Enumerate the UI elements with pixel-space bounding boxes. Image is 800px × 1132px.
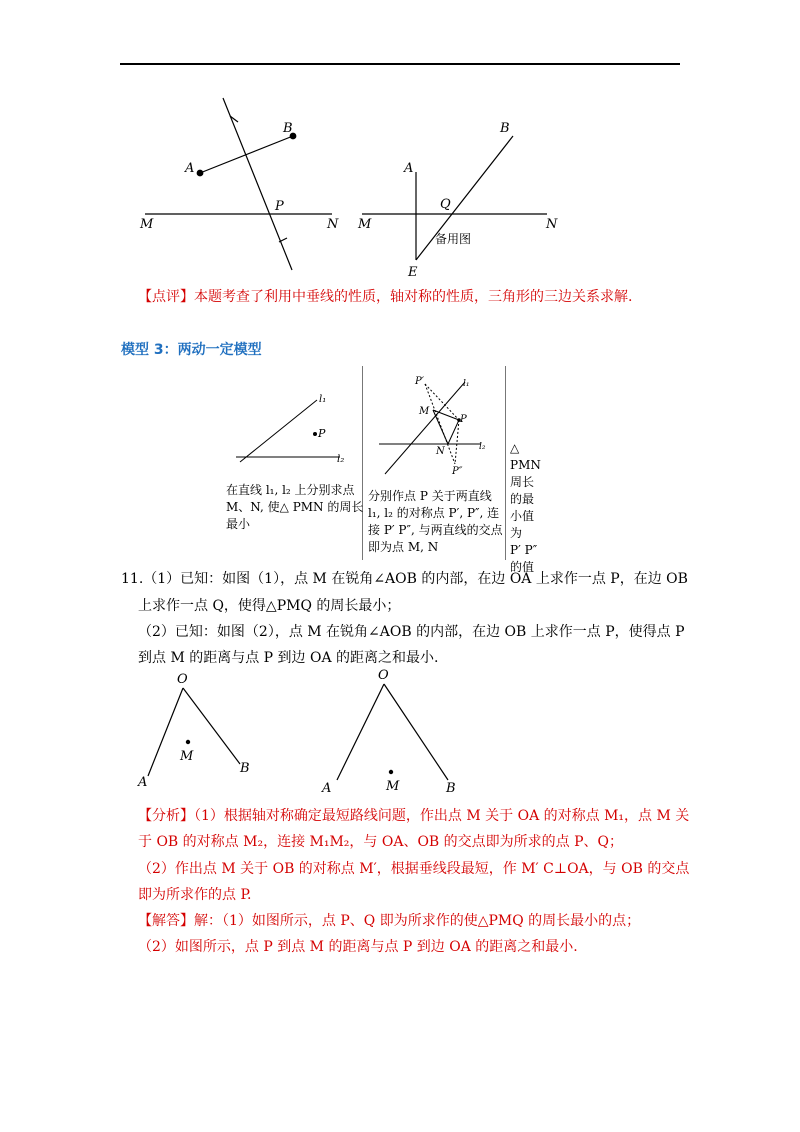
fig1-label-M: M — [140, 217, 154, 232]
answer-tag: 【解答】 — [138, 913, 194, 929]
model-figure-2 — [363, 374, 505, 484]
problem-part2-line2: 到点 M 的距离与点 P 到边 OA 的距离之和最小. — [138, 650, 439, 666]
fig2-label-A: A — [404, 161, 414, 176]
model-fig1-label-l1: l₁ — [319, 394, 327, 405]
analysis-line-4: 即为所求作的点 P. — [138, 887, 252, 903]
model-cell-3-text: △ PMN 周长 的最小值为 P′ P″的值 — [510, 441, 541, 574]
model-fig2-label-P: P — [460, 414, 467, 425]
model-fig2-label-l2: l₂ — [479, 442, 486, 452]
analysis-tag: 【分析】 — [138, 808, 194, 824]
model-fig2-label-M: M — [419, 406, 430, 417]
fig2-label-M: M — [358, 217, 372, 232]
fig1-label-M: M — [180, 749, 194, 764]
problem-part2-line1: （2）已知：如图（2），点 M 在锐角∠AOB 的内部，在边 OB 上求作一点 P，使得点 P — [138, 624, 685, 640]
header-rule — [120, 63, 680, 65]
fig1-label-O: O — [177, 672, 188, 687]
model-fig2-label-P1: P′ — [415, 376, 424, 387]
model-fig2-label-P2: P″ — [452, 466, 463, 477]
model-cell-2-text: 分别作点 P 关于两直线 l₁, l₂ 的对称点 P′, P″, 连 接 P′ P″, 与两直线的交点 即为点 M, N — [368, 489, 503, 554]
fig2-label-E: E — [408, 265, 418, 280]
problem-number: 11. — [121, 571, 144, 587]
fig2-label-B: B — [446, 781, 456, 796]
model-table — [222, 366, 541, 574]
fig1-label-P: P — [275, 199, 284, 214]
problem-figures — [130, 668, 470, 796]
model-fig1-label-P: P — [318, 427, 326, 440]
problem-figure-1 — [148, 688, 240, 776]
fig1-label-A: A — [185, 161, 195, 176]
fig2-label-A: A — [322, 781, 332, 796]
comment-text: 本题考查了利用中垂线的性质，轴对称的性质，三角形的三边关系求解. — [194, 289, 633, 305]
fig2-caption: 备用图 — [435, 232, 472, 246]
problem-11-line-1 — [121, 566, 688, 592]
figure-1 — [145, 98, 332, 270]
fig1-label-B: B — [240, 761, 250, 776]
model3-title: 模型 3：两动一定模型 — [121, 342, 262, 358]
model-cell-1-text: 在直线 l₁, l₂ 上分别求点 M、N, 使△ PMN 的周长 最小 — [226, 483, 364, 531]
analysis-line-2: 于 OB 的对称点 M₂，连接 M₁M₂，与 OA、OB 的交点即为所求的点 P、Q； — [138, 834, 624, 850]
fig2-label-M: M — [386, 779, 400, 794]
analysis-line-3: （2）作出点 M 关于 OB 的对称点 M′，根据垂线段最短，作 M′ C⊥OA，与 OB 的交点 — [138, 861, 690, 877]
analysis-line-1 — [138, 803, 689, 829]
comment-line — [138, 284, 632, 310]
fig2-label-B: B — [500, 121, 510, 136]
fig2-label-O: O — [378, 668, 389, 683]
top-figures — [130, 92, 580, 282]
fig1-label-N: N — [327, 217, 339, 232]
fig2-label-Q: Q — [440, 197, 451, 212]
answer-line-1 — [138, 908, 640, 934]
comment-tag: 【点评】 — [138, 289, 194, 305]
model-figure-1 — [222, 386, 362, 466]
answer-text-1: 解：（1）如图所示，点 P、Q 即为所求作的使△PMQ 的周长最小的点； — [194, 913, 641, 929]
analysis-text-1: （1）根据轴对称确定最短路线问题，作出点 M 关于 OA 的对称点 M₁，点 M 关 — [194, 808, 690, 824]
problem-part1-line2: 上求作一点 Q，使得△PMQ 的周长最小； — [138, 598, 401, 614]
problem-part1-line1: （1）已知：如图（1），点 M 在锐角∠AOB 的内部，在边 OA 上求作一点 P，在边 OB — [143, 571, 688, 587]
model-fig2-label-N: N — [436, 446, 445, 457]
problem-figure-2 — [337, 684, 448, 780]
model-fig2-label-l1: l₁ — [463, 379, 470, 389]
fig1-label-A: A — [138, 775, 148, 790]
fig2-label-N: N — [546, 217, 558, 232]
model-fig1-label-l2: l₂ — [337, 454, 345, 465]
answer-line-2: （2）如图所示，点 P 到点 M 的距离与点 P 到边 OA 的距离之和最小. — [138, 939, 578, 955]
fig1-label-B: B — [283, 121, 293, 136]
